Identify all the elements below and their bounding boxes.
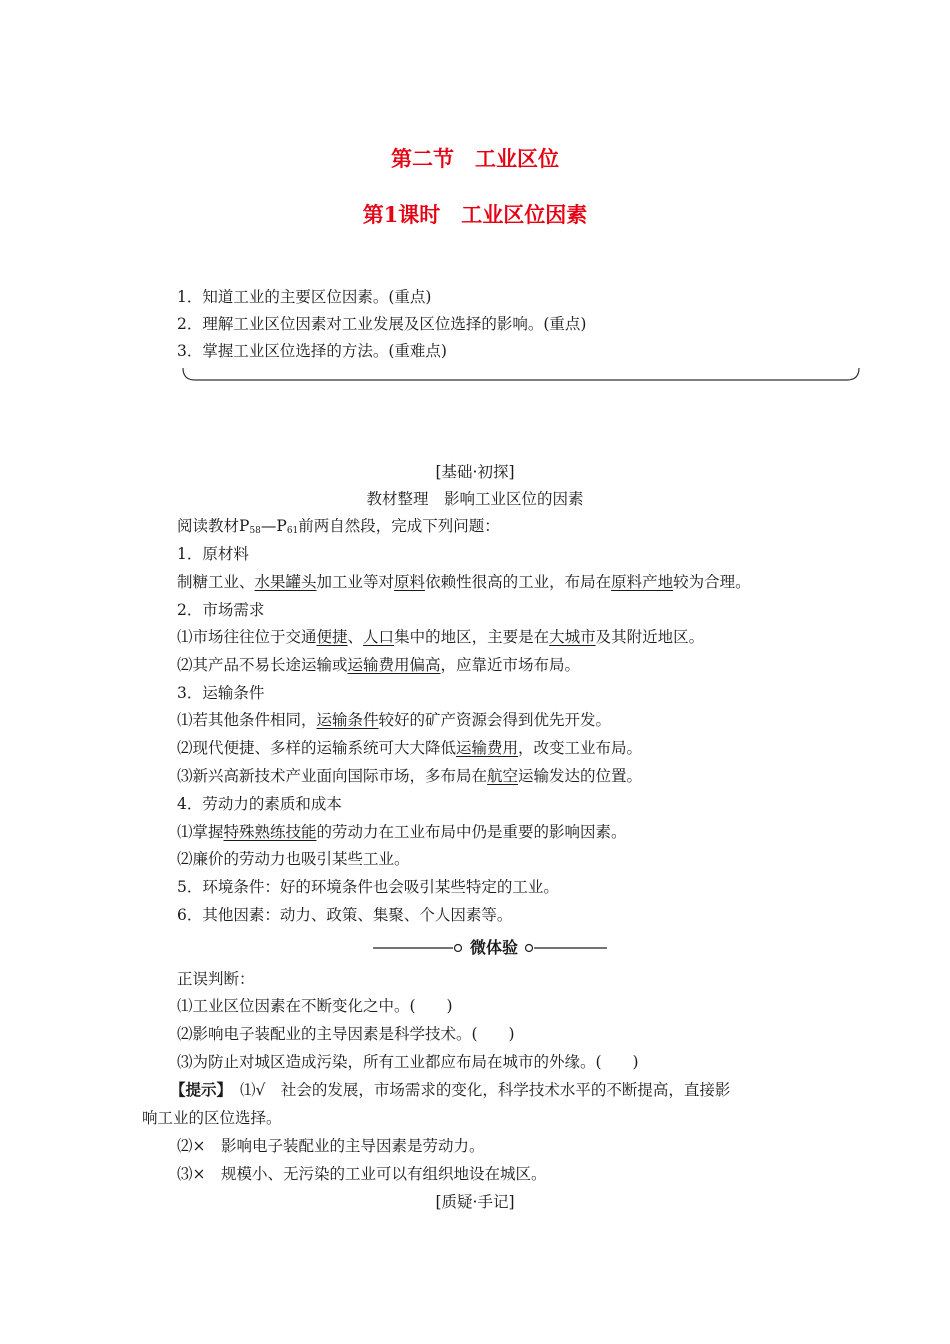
question-2: ⑵影响电子装配业的主导因素是科学技术。( )	[177, 1025, 515, 1043]
transport-text-3: ⑶新兴高新技术产业面向国际市场，多布局在航空运输发达的位置。	[177, 767, 643, 785]
answer-2: ⑵× 影响电子装配业的主导因素是劳动力。	[177, 1137, 485, 1155]
question-1: ⑴工业区位因素在不断变化之中。( )	[177, 997, 453, 1015]
heading-other-factors: 6．其他因素：动力、政策、集聚、个人因素等。	[177, 906, 513, 924]
labor-text-2: ⑵廉价的劳动力也吸引某些工业。	[177, 850, 410, 868]
intro-line: 阅读教材$P_{58}—P_{61}$前两自然段，完成下列问题：	[177, 517, 500, 536]
transport-text-1: ⑴若其他条件相同，运输条件较好的矿产资源会得到优先开发。	[177, 711, 612, 729]
market-text-2: ⑵其产品不易长途运输或运输费用偏高，应靠近市场布局。	[177, 656, 581, 674]
heading-market: 2．市场需求	[177, 601, 265, 619]
heading-labor: 4．劳动力的素质和成本	[177, 795, 342, 813]
answer-1a: ⑴√ 社会的发展，市场需求的变化，科学技术水平的不断提高，直接影	[240, 1081, 731, 1099]
question-3: ⑶为防止对城区造成污染，所有工业都应布局在城市的外缘。( )	[177, 1053, 639, 1071]
market-text-1: ⑴市场往往位于交通便捷、人口集中的地区，主要是在大城市及其附近地区。	[177, 628, 705, 646]
micro-banner-label: 微体验	[469, 938, 518, 957]
footer-label: [质疑·手记]	[435, 1193, 515, 1211]
topic-title: 教材整理 影响工业区位的因素	[366, 490, 584, 508]
transport-text-2: ⑵现代便捷、多样的运输系统可大大降低运输费用，改变工业布局。	[177, 739, 643, 757]
heading-environment: 5．环境条件：好的环境条件也会吸引某些特定的工业。	[177, 878, 559, 896]
objectives-brace	[181, 366, 861, 382]
micro-banner	[373, 938, 607, 958]
heading-raw-materials: 1．原材料	[177, 545, 249, 563]
answer-1b: 响工业的区位选择。	[142, 1109, 282, 1127]
lesson-title: 第1课时 工业区位因素	[362, 202, 588, 227]
hint-label: 【提示】	[170, 1080, 233, 1099]
hint-line-1	[170, 1080, 730, 1100]
objective-2: 2．理解工业区位因素对工业发展及区位选择的影响。(重点)	[177, 315, 587, 333]
labor-text-1: ⑴掌握特殊熟练技能的劳动力在工业布局中仍是重要的影响因素。	[177, 823, 627, 841]
answer-3: ⑶× 规模小、无污染的工业可以有组织地设在城区。	[177, 1165, 547, 1183]
section-label: [基础·初探]	[435, 463, 515, 481]
objective-1: 1．知道工业的主要区位因素。(重点)	[177, 288, 432, 306]
section-title: 第二节 工业区位	[391, 146, 559, 171]
heading-transport: 3．运输条件	[177, 684, 265, 702]
judgement-prompt: 正误判断：	[177, 970, 255, 988]
raw-materials-text: 制糖工业、水果罐头加工业等对原料依赖性很高的工业，布局在原料产地较为合理。	[177, 573, 751, 591]
objective-3: 3．掌握工业区位选择的方法。(重难点)	[177, 342, 447, 360]
